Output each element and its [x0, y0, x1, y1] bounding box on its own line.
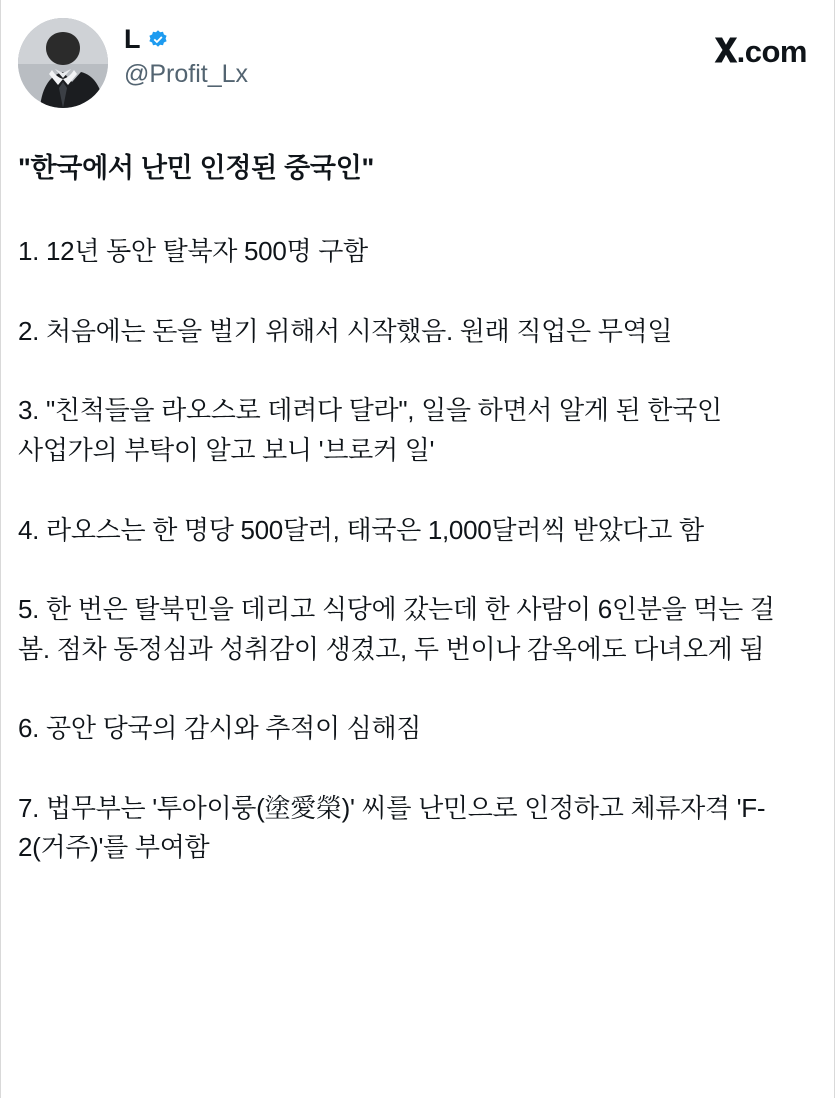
post-paragraph: 3. "친척들을 라오스로 데려다 달라", 일을 하면서 알게 된 한국인 사업가의 부탁이 알고 보니 '브로커 일' — [18, 395, 722, 465]
display-name-row — [124, 24, 715, 55]
x-com-watermark — [715, 18, 807, 71]
post-paragraph: 7. 법무부는 '투아이룽(塗愛榮)' 씨를 난민으로 인정하고 체류자격 'F-2(거주)'를 부여함 — [18, 792, 766, 863]
brand-suffix: .com — [736, 34, 807, 69]
post-header — [0, 0, 835, 108]
post-paragraph: 4. 라오스는 한 명당 500달러, 태국은 1,000달러씩 받았다고 함 — [18, 514, 704, 545]
account-handle: @Profit_Lx — [124, 60, 249, 89]
post-paragraph: 6. 공안 당국의 감시와 추적이 심해짐 — [18, 713, 422, 744]
x-logo-icon: 𝐗 — [714, 32, 737, 69]
post-paragraph: 2. 처음에는 돈을 벌기 위해서 시작했음. 원래 직업은 무역일 — [18, 315, 673, 346]
post-body — [0, 108, 835, 908]
post-headline: "한국에서 난민 인정된 중국인" — [18, 153, 374, 183]
account-identity — [124, 18, 715, 89]
display-name: L — [124, 24, 141, 54]
avatar[interactable] — [18, 18, 108, 108]
verified-badge-icon — [147, 29, 169, 51]
post-paragraph: 1. 12년 동안 탈북자 500명 구함 — [18, 236, 368, 267]
post-paragraph: 5. 한 번은 탈북민을 데리고 식당에 갔는데 한 사람이 6인분을 먹는 걸 봄. 점차 동정심과 성취감이 생겼고, 두 번이나 감옥에도 다녀오게 됨 — [18, 594, 775, 664]
